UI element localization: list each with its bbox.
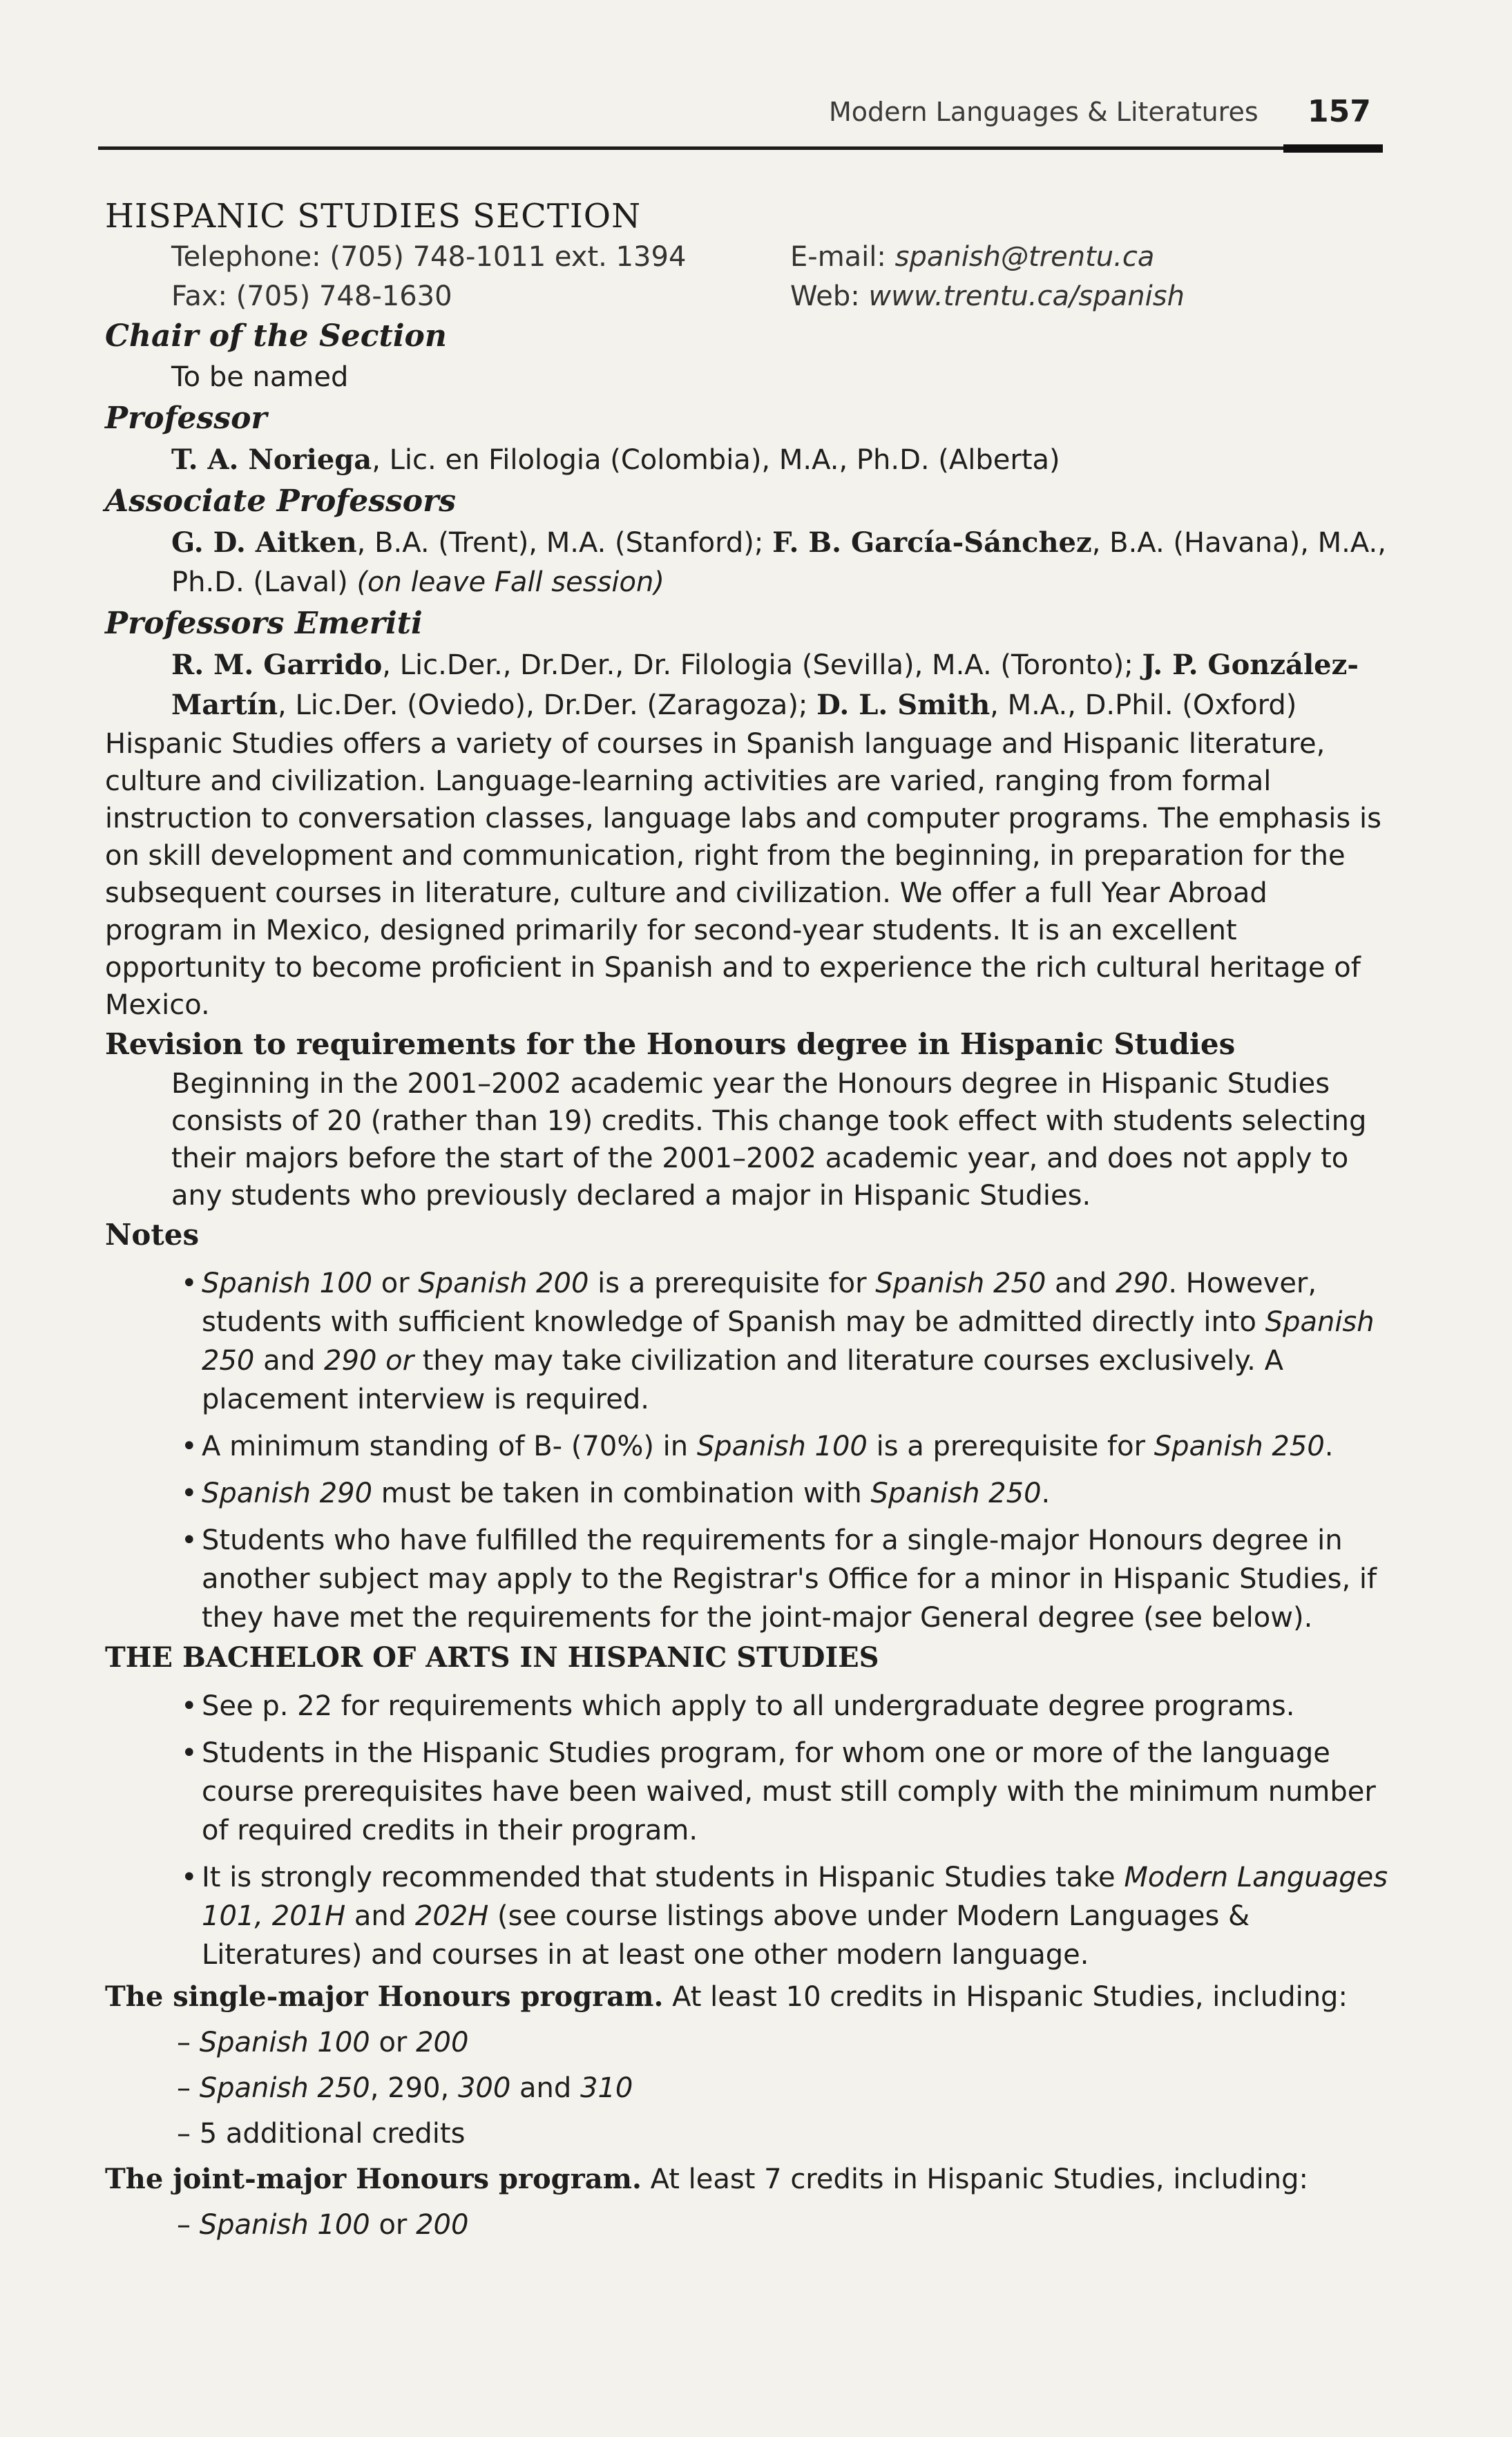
note-text: . bbox=[1324, 1431, 1334, 1462]
ba-list bbox=[105, 1687, 1390, 1974]
associate-name-1: G. D. Aitken bbox=[171, 526, 357, 559]
ba-heading: THE BACHELOR OF ARTS IN HISPANIC STUDIES bbox=[105, 1641, 879, 1674]
revision-paragraph: Beginning in the 2001–2002 academic year the Honours degree in Hispanic Studies consists of 20 (rather than 19) credits. This change took effect with students selecting their majors before the start of the 2001–2002 academic year, and does not apply to any students who previously declared a major in Hispanic Studies. bbox=[171, 1068, 1367, 1212]
email-line bbox=[790, 238, 1185, 277]
course-ref: Spanish 250 bbox=[1154, 1431, 1325, 1462]
note-text: they may take civilization and literature courses exclusively. A placement interview is required. bbox=[202, 1345, 1283, 1415]
course-ref: Spanish 250 bbox=[870, 1478, 1042, 1509]
header-rule-accent bbox=[1283, 144, 1383, 153]
fax: Fax: (705) 748-1630 bbox=[171, 280, 452, 312]
note-text: or bbox=[370, 2209, 417, 2241]
associate-entries bbox=[105, 523, 1390, 602]
note-text: . bbox=[1041, 1478, 1051, 1509]
note-text: . However, students with sufficient knowledge of Spanish may be admitted directly into bbox=[202, 1268, 1317, 1338]
ba-item bbox=[105, 1858, 1390, 1974]
associate-heading: Associate Professors bbox=[105, 484, 457, 519]
professor-credentials: , Lic. en Filologia (Colombia), M.A., Ph.D. (Alberta) bbox=[372, 444, 1060, 476]
revision-heading: Revision to requirements for the Honours degree in Hispanic Studies bbox=[105, 1027, 1236, 1061]
course-ref: 200 bbox=[416, 2027, 469, 2058]
requirement-item: – Spanish 100 or 200 bbox=[177, 2027, 469, 2058]
course-ref: Modern Languages 101, 201H bbox=[202, 1862, 1388, 1932]
telephone: Telephone: (705) 748-1011 ext. 1394 bbox=[171, 241, 687, 273]
emeritus-credentials-1: , Lic.Der., Dr.Der., Dr. Filologia (Sevilla), M.A. (Toronto); bbox=[382, 649, 1142, 681]
note-text: is a prerequisite for bbox=[867, 1431, 1154, 1462]
note-text: It is strongly recommended that students in Hispanic Studies take bbox=[202, 1862, 1125, 1893]
header-rule bbox=[98, 146, 1383, 150]
contact-online bbox=[790, 238, 1185, 316]
note-text: is a prerequisite for bbox=[588, 1268, 876, 1299]
joint-major-heading: The joint-major Honours program. bbox=[105, 2163, 642, 2195]
note-item bbox=[105, 1427, 1390, 1466]
professor-heading: Professor bbox=[105, 401, 267, 436]
leave-note: (on leave Fall session) bbox=[356, 566, 664, 598]
course-ref: 310 bbox=[580, 2072, 633, 2104]
associate-name-2: F. B. García-Sánchez bbox=[772, 526, 1092, 559]
course-ref: Spanish 250 bbox=[199, 2072, 370, 2104]
emeritus-name-1: R. M. Garrido bbox=[171, 649, 383, 681]
chair-name: To be named bbox=[171, 361, 349, 393]
note-text: and bbox=[510, 2072, 580, 2104]
course-ref: 290 bbox=[1115, 1268, 1169, 1299]
emeritus-name-2: J. P. González-Martín bbox=[171, 649, 1359, 721]
single-major-text: At least 10 credits in Hispanic Studies, including: bbox=[663, 1981, 1348, 2013]
course-ref: Spanish 250 bbox=[202, 1306, 1375, 1377]
contact-phone-fax bbox=[171, 238, 686, 316]
note-item bbox=[105, 1474, 1390, 1513]
note-item: • Students who have fulfilled the requirements for a single-major Honours degree in another subject may apply to the Registrar's Office for a minor in Hispanic Studies, if they have met the requirements for the joint-major General degree (see below). bbox=[105, 1521, 1390, 1637]
associate-credentials-2: , B.A. (Havana), M.A., Ph.D. (Laval) bbox=[171, 527, 1386, 598]
running-header: Modern Languages & Literatures bbox=[829, 97, 1259, 127]
course-ref: Spanish 100 bbox=[202, 1268, 373, 1299]
page-number: 157 bbox=[1308, 94, 1371, 129]
note-item bbox=[105, 1264, 1390, 1419]
professor-entry bbox=[105, 440, 1390, 480]
course-ref: Spanish 100 bbox=[696, 1431, 868, 1462]
notes-heading: Notes bbox=[105, 1218, 200, 1252]
email-address[interactable]: spanish@trentu.ca bbox=[894, 241, 1155, 273]
requirement-item: – 5 additional credits bbox=[177, 2118, 466, 2150]
course-ref: Spanish 250 bbox=[875, 1268, 1046, 1299]
note-text: , 290, bbox=[370, 2072, 458, 2104]
emeritus-credentials-2: , Lic.Der. (Oviedo), Dr.Der. (Zaragoza); bbox=[278, 689, 817, 721]
joint-major-text: At least 7 credits in Hispanic Studies, including: bbox=[641, 2163, 1308, 2195]
email-label: E-mail: bbox=[790, 241, 895, 273]
joint-major-line bbox=[105, 2157, 1390, 2202]
course-ref: 200 bbox=[416, 2209, 469, 2241]
course-ref: 290 or bbox=[324, 1345, 414, 1377]
web-label: Web: bbox=[790, 280, 869, 312]
ba-item: • See p. 22 for requirements which apply to all undergraduate degree programs. bbox=[105, 1687, 1390, 1726]
requirement-item: – Spanish 250, 290, 300 and 310 bbox=[177, 2072, 633, 2104]
course-ref: Spanish 200 bbox=[418, 1268, 589, 1299]
emeritus-credentials-3: , M.A., D.Phil. (Oxford) bbox=[990, 689, 1297, 721]
professor-name: T. A. Noriega bbox=[171, 443, 372, 476]
intro-paragraph: Hispanic Studies offers a variety of courses in Spanish language and Hispanic literature, culture and civilization. Language-learning activities are varied, ranging from formal instruction to conversation classes, language labs and computer programs. The emphasis is on skill development and communication, right from the beginning, in preparation for the subsequent courses in literature, culture and civilization. We offer a full Year Abroad program in Mexico, designed primarily for second-year students. It is an excellent opportunity to become proficient in Spanish and to experience the rich cultural heritage of Mexico. bbox=[105, 728, 1381, 1021]
emeritus-name-3: D. L. Smith bbox=[816, 689, 991, 721]
note-text: and bbox=[1046, 1268, 1116, 1299]
notes-list bbox=[105, 1264, 1390, 1637]
requirement-item: – Spanish 100 or 200 bbox=[177, 2209, 469, 2241]
course-ref: Spanish 100 bbox=[199, 2209, 370, 2241]
note-text: (see course listings above under Modern Languages & Literatures) and courses in at least one other modern language. bbox=[202, 1900, 1250, 1971]
chair-heading: Chair of the Section bbox=[105, 318, 447, 354]
web-line bbox=[790, 277, 1185, 316]
note-text: or bbox=[372, 1268, 419, 1299]
single-major-heading: The single-major Honours program. bbox=[105, 1980, 664, 2013]
course-ref: 300 bbox=[457, 2072, 511, 2104]
web-address[interactable]: www.trentu.ca/spanish bbox=[868, 280, 1185, 312]
note-text: and bbox=[345, 1900, 415, 1932]
note-text: or bbox=[370, 2027, 417, 2058]
emeriti-heading: Professors Emeriti bbox=[105, 606, 423, 641]
note-text: must be taken in combination with bbox=[372, 1478, 871, 1509]
note-text: and bbox=[254, 1345, 325, 1377]
note-text: A minimum standing of B- (70%) in bbox=[202, 1431, 697, 1462]
single-major-line bbox=[105, 1974, 1390, 2020]
course-ref: 202H bbox=[414, 1900, 489, 1932]
course-ref: Spanish 100 bbox=[199, 2027, 370, 2058]
ba-item: • Students in the Hispanic Studies program, for whom one or more of the language course prerequisites have been waived, must still comply with the minimum number of required credits in their program. bbox=[105, 1734, 1390, 1850]
contact-block bbox=[105, 238, 1390, 315]
course-ref: Spanish 290 bbox=[202, 1478, 373, 1509]
page-content bbox=[105, 195, 1390, 2248]
associate-credentials-1: , B.A. (Trent), M.A. (Stanford); bbox=[356, 527, 773, 559]
emeriti-entries bbox=[105, 645, 1390, 725]
section-title: HISPANIC STUDIES SECTION bbox=[105, 197, 642, 236]
